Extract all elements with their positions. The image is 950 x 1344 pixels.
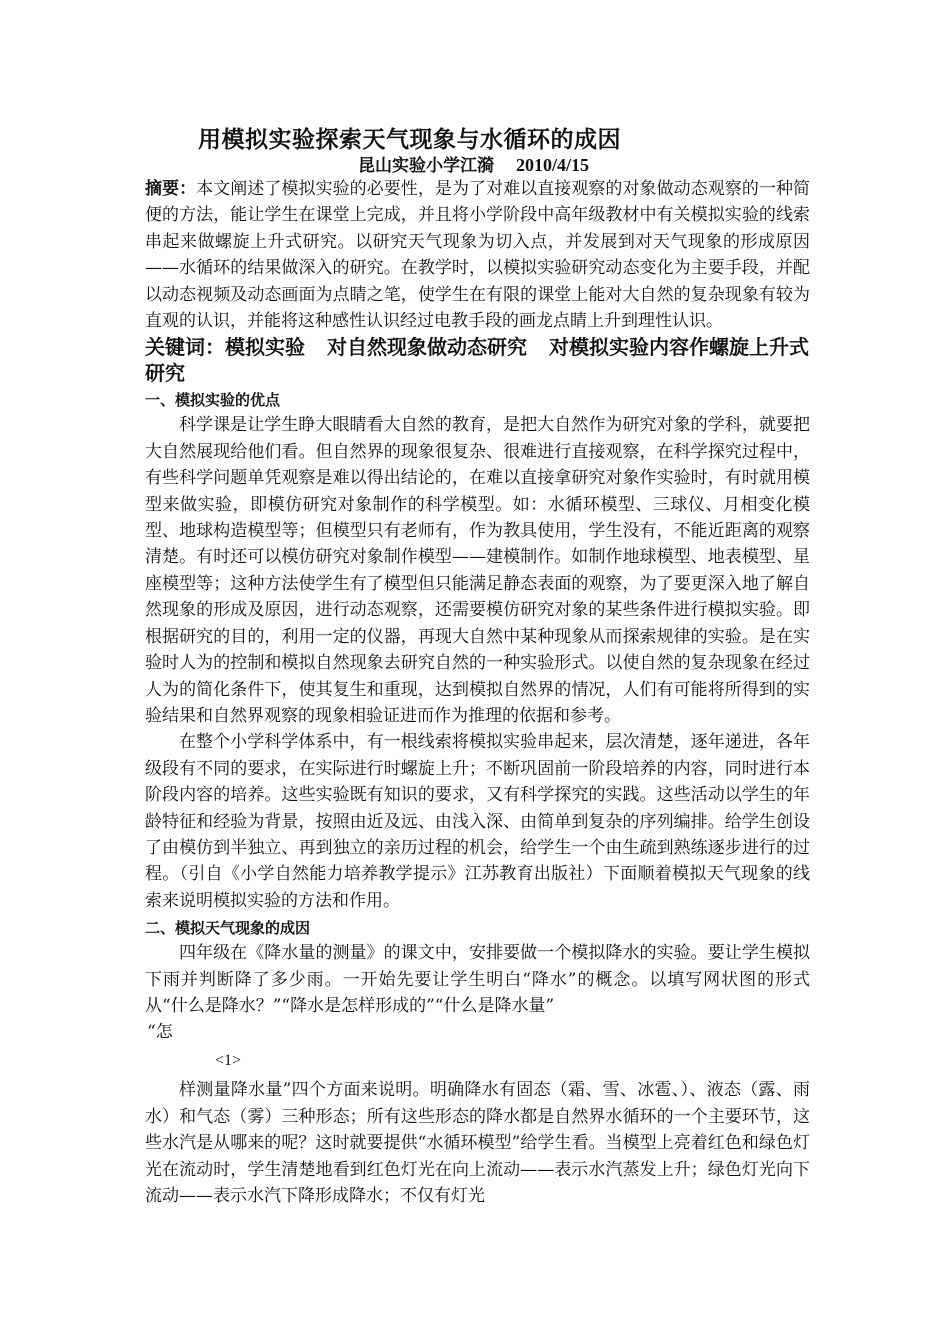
document-body bbox=[145, 176, 810, 1209]
document-title: 用模拟实验探索天气现象与水循环的成因 bbox=[198, 126, 621, 153]
keyword: 模拟实验 bbox=[225, 335, 305, 360]
section-heading: 一、模拟实验的优点 bbox=[145, 391, 281, 410]
keyword: 对自然现象做动态研究 bbox=[327, 335, 527, 360]
page-number: <1> bbox=[215, 1052, 242, 1070]
keywords-line bbox=[145, 334, 810, 386]
abstract-paragraph bbox=[145, 176, 810, 334]
keywords-label: 关键词： bbox=[145, 335, 225, 360]
paragraph-continuation: “怎 bbox=[147, 1022, 173, 1043]
body-paragraph: 科学课是让学生睁大眼睛看大自然的教育，是把大自然作为研究对象的学科，就要把大自然展现给他们看。但自然界的现象很复杂、很难进行直接观察，在科学探究过程中，有些科学问题单凭观察是难以得出结论的，在难以直接拿研究对象作实验时，有时就用模型来做实验，即模仿研究对象制作的科学模型。如：水循环模型、三球仪、月相变化模型、地球构造模型等；但模型只有老师有，作为教具使用，学生没有，不能近距离的观察清楚。有时还可以模仿研究对象制作模型——建模制作。如制作地球模型、地表模型、星座模型等；这种方法使学生有了模型但只能满足静态表面的观察，为了要更深入地了解自然现象的形成及原因，进行动态观察，还需要模仿研究对象的某些条件进行模拟实验。即根据研究的目的，利用一定的仪器，再现大自然中某种现象从而探索规律的实验。是在实验时人为的控制和模拟自然现象去研究自然的一种实验形式。以使自然的复杂现象在经过人为的简化条件下，使其复生和重现，达到模拟自然界的情况，人们有可能将所得到的实验结果和自然界观察的现象相验证进而作为推理的依据和参考。 bbox=[145, 415, 810, 726]
body-paragraph: 四年级在《降水量的测量》的课文中，安排要做一个模拟降水的实验。要让学生模拟下雨并判断降了多少雨。一开始先要让学生明白“降水”的概念。以填写网状图的形式从“什么是降水？”“降水是怎样形成的”“什么是降水量” bbox=[145, 943, 810, 1016]
abstract-label: 摘要： bbox=[145, 179, 197, 199]
author-line bbox=[358, 151, 589, 176]
section-heading: 二、模拟天气现象的成因 bbox=[145, 919, 311, 938]
publish-date: 2010/4/15 bbox=[516, 155, 590, 175]
body-paragraph: 样测量降水量”四个方面来说明。明确降水有固态（霜、雪、冰雹、）、液态（露、雨水）和气态（雾）三种形态；所有这些形态的降水都是自然界水循环的一个主要环节，这些水汽是从哪来的呢？这时就要提供“水循环模型”给学生看。当模型上亮着红色和绿色灯光在流动时，学生清楚地看到红色灯光在向上流动——表示水汽蒸发上升；绿色灯光向下流动——表示水汽下降形成降水；不仅有灯光 bbox=[145, 1080, 810, 1206]
author-name: 昆山实验小学江漪 bbox=[358, 156, 494, 176]
keyword: 对模拟实验内容作螺旋上升式研究 bbox=[145, 335, 809, 386]
abstract-text: 本文阐述了模拟实验的必要性，是为了对难以直接观察的对象做动态观察的一种简便的方法，能让学生在课堂上完成，并且将小学阶段中高年级教材中有关模拟实验的线索串起来做螺旋上升式研究。以研究天气现象为切入点，并发展到对天气现象的形成原因——水循环的结果做深入的研究。在教学时，以模拟实验研究动态变化为主要手段，并配以动态视频及动态画面为点睛之笔，使学生在有限的课堂上能对大自然的复杂现象有较为直观的认识，并能将这种感性认识经过电教手段的画龙点睛上升到理性认识。 bbox=[145, 179, 811, 332]
body-paragraph: 在整个小学科学体系中，有一根线索将模拟实验串起来，层次清楚，逐年递进，各年级段有不同的要求，在实际进行时螺旋上升；不断巩固前一阶段培养的内容，同时进行本阶段内容的培养。这些实验既有知识的要求，又有科学探究的实践。这些活动以学生的年龄特征和经验为背景，按照由近及远、由浅入深、由简单到复杂的序列编排。给学生创设了由模仿到半独立、再到独立的亲历过程的机会，给学生一个由生疏到熟练逐步进行的过程。（引自《小学自然能力培养教学提示》江苏教育出版社）下面顺着模拟天气现象的线索来说明模拟实验的方法和作用。 bbox=[145, 732, 810, 911]
